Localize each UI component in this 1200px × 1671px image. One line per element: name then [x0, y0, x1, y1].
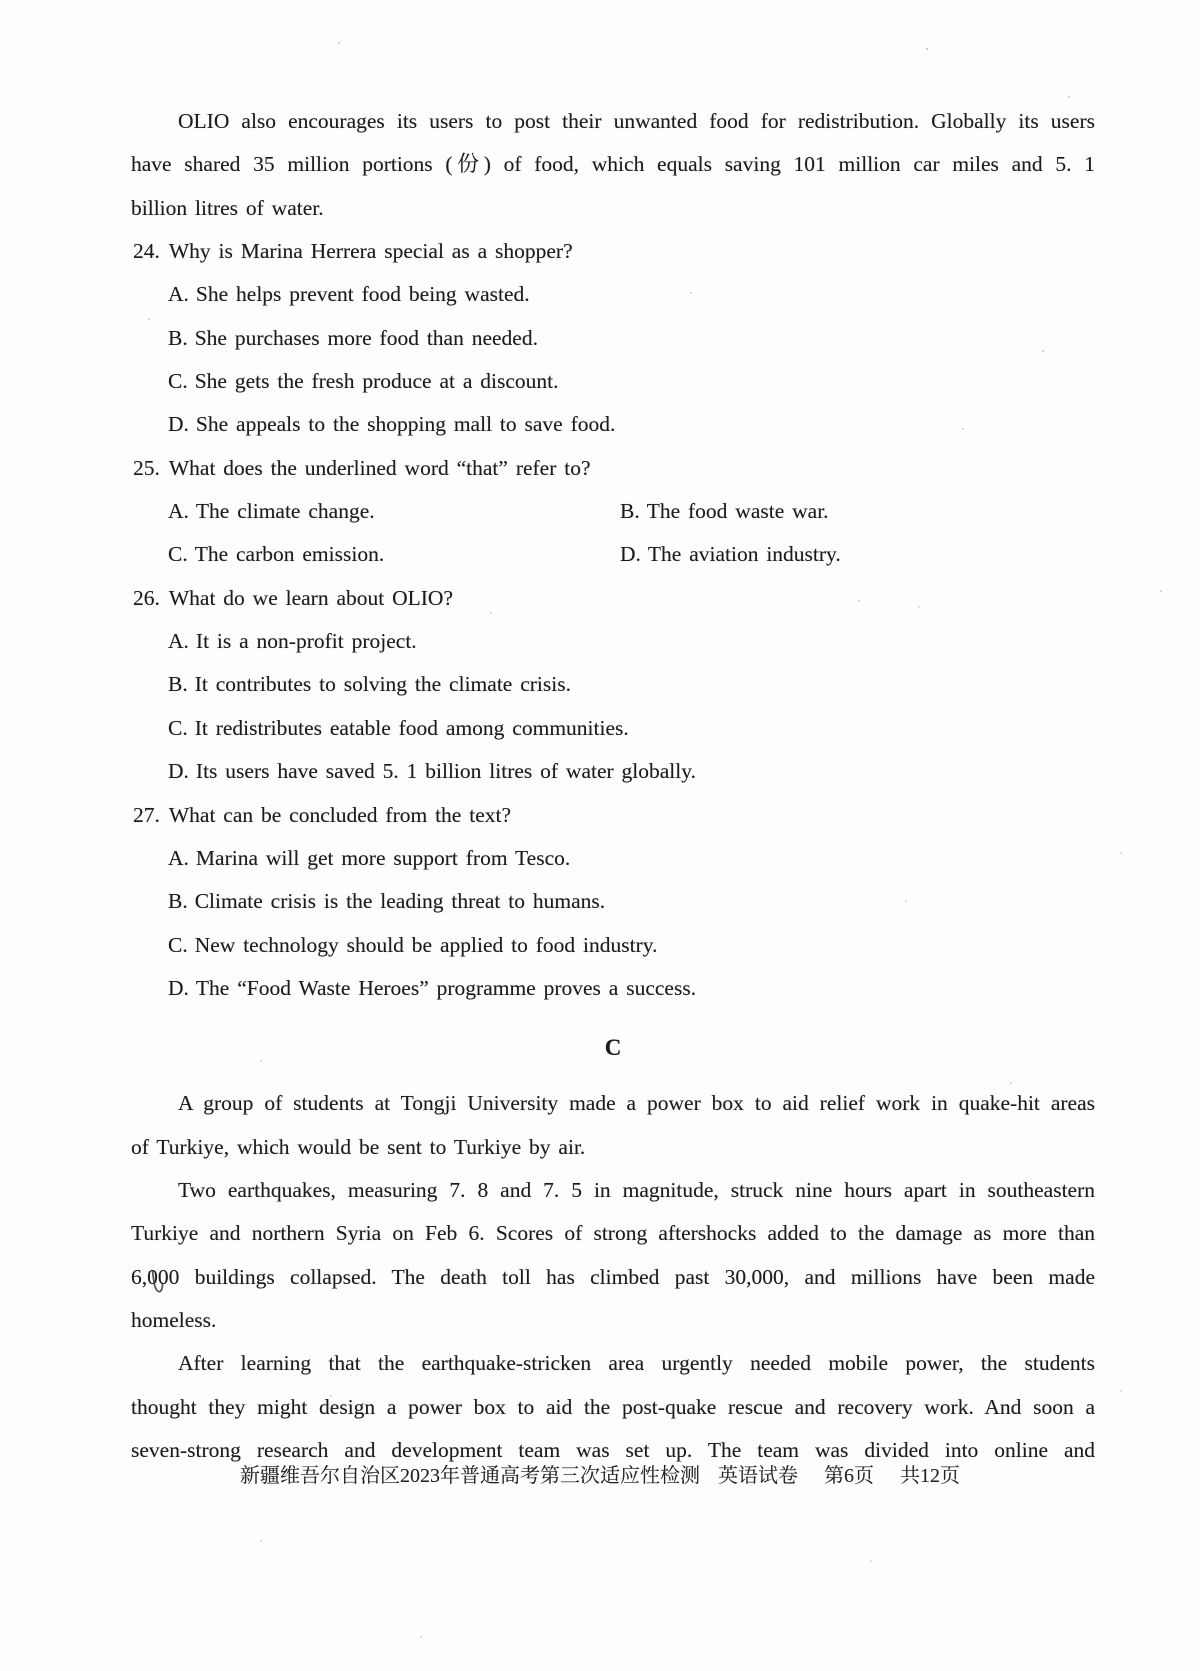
- question-27-stem: [131, 794, 1095, 837]
- option-text: Its users have saved 5. 1 billion litres of water globally.: [195, 759, 696, 784]
- option-text: The climate change.: [195, 499, 375, 524]
- question-25-number: 25.: [133, 455, 160, 480]
- section-c-para2-line3: 6,000 buildings collapsed. The death toll has climbed past 30,000, and millions have been made: [131, 1264, 1095, 1289]
- question-26-number: 26.: [133, 585, 160, 610]
- question-25-text: What does the underlined word “that” refer to?: [168, 455, 591, 480]
- option-label: A.: [168, 499, 189, 524]
- passage-b-line-1: OLIO also encourages its users to post their unwanted food for redistribution. Globally its users: [178, 109, 1095, 133]
- pen-mark: [144, 1269, 172, 1306]
- option-label: D.: [168, 412, 189, 437]
- question-25-option-d: [620, 533, 1095, 576]
- option-label: B.: [168, 889, 188, 914]
- option-label: D.: [620, 542, 641, 567]
- option-text: The carbon emission.: [194, 542, 385, 567]
- page-content: [131, 100, 1095, 1472]
- option-text: New technology should be applied to food industry.: [194, 932, 658, 957]
- question-25-option-c: [168, 533, 620, 576]
- option-text: It contributes to solving the climate crisis.: [194, 672, 571, 697]
- section-c-heading: C: [604, 1035, 622, 1061]
- section-c-para2-line1: Two earthquakes, measuring 7. 8 and 7. 5 in magnitude, struck nine hours apart in southeastern: [178, 1177, 1095, 1202]
- question-26-option-c: [131, 707, 1095, 750]
- question-27-option-d: [131, 967, 1095, 1010]
- option-text: She appeals to the shopping mall to save food.: [195, 412, 616, 437]
- section-c-para1-line2: of Turkiye, which would be sent to Turkiye by air.: [131, 1134, 586, 1159]
- footer-exam-title: 新疆维吾尔自治区2023年普通高考第三次适应性检测: [240, 1465, 700, 1487]
- footer-total-pages: 共12页: [900, 1465, 960, 1487]
- option-text: She helps prevent food being wasted.: [195, 282, 530, 307]
- question-27-option-b: [131, 880, 1095, 923]
- section-c-para3-line1: After learning that the earthquake-stricken area urgently needed mobile power, the students: [178, 1351, 1095, 1376]
- question-24-option-c: [131, 360, 1095, 403]
- option-label: A.: [168, 845, 189, 870]
- option-label: D.: [168, 975, 189, 1000]
- question-27-option-a: [131, 837, 1095, 880]
- section-c-para1-line1: A group of students at Tongji University made a power box to aid relief work in quake-hit areas: [178, 1091, 1095, 1116]
- section-c-para2-line4: homeless.: [131, 1307, 217, 1332]
- option-text: Climate crisis is the leading threat to humans.: [194, 889, 606, 914]
- question-26-text: What do we learn about OLIO?: [168, 585, 454, 610]
- question-24-number: 24.: [133, 239, 160, 264]
- option-text: The aviation industry.: [647, 542, 841, 567]
- option-label: C.: [168, 932, 188, 957]
- option-label: A.: [168, 629, 189, 654]
- question-27-text: What can be concluded from the text?: [168, 802, 512, 827]
- question-27-number: 27.: [133, 802, 160, 827]
- section-c-para2-line2: Turkiye and northern Syria on Feb 6. Scores of strong aftershocks added to the damage as more than: [131, 1221, 1095, 1246]
- option-label: C.: [168, 369, 188, 394]
- question-26-option-a: [131, 620, 1095, 663]
- option-text: She gets the fresh produce at a discount.: [194, 369, 559, 394]
- option-label: B.: [168, 672, 188, 697]
- option-label: B.: [620, 499, 640, 524]
- question-24-option-b: [131, 317, 1095, 360]
- option-text: The “Food Waste Heroes” programme proves a success.: [195, 975, 697, 1000]
- section-c-para3-line2: thought they might design a power box to aid the post-quake rescue and recovery work. And soon a: [131, 1394, 1095, 1419]
- option-text: It is a non-profit project.: [195, 629, 417, 654]
- pen-mark-icon: [145, 1269, 172, 1301]
- question-24-option-d: [131, 403, 1095, 446]
- option-label: C.: [168, 542, 188, 567]
- option-text: It redistributes eatable food among communities.: [194, 715, 629, 740]
- option-label: A.: [168, 282, 189, 307]
- question-24-text: Why is Marina Herrera special as a shopper?: [168, 239, 573, 264]
- option-text: She purchases more food than needed.: [194, 325, 538, 350]
- option-label: C.: [168, 715, 188, 740]
- passage-b-line-2: have shared 35 million portions (份) of food, which equals saving 101 million car miles and 5. 1: [131, 152, 1095, 177]
- page-footer: [0, 1462, 1200, 1490]
- question-25-option-a: [168, 490, 620, 533]
- question-26-stem: [131, 577, 1095, 620]
- option-label: D.: [168, 759, 189, 784]
- question-24-option-a: [131, 273, 1095, 316]
- option-text: The food waste war.: [646, 499, 829, 524]
- section-c-para3-line3: seven-strong research and development team was set up. The team was divided into online and: [131, 1437, 1095, 1462]
- question-24-stem: [131, 230, 1095, 273]
- footer-page-number: 第6页: [824, 1465, 874, 1487]
- question-26-option-b: [131, 663, 1095, 706]
- question-27-option-c: [131, 924, 1095, 967]
- option-label: B.: [168, 325, 188, 350]
- question-25-options: [131, 490, 1095, 577]
- question-25-stem: [131, 447, 1095, 490]
- footer-subject: 英语试卷: [718, 1465, 798, 1487]
- question-26-option-d: [131, 750, 1095, 793]
- passage-b-line-3: billion litres of water.: [131, 195, 324, 220]
- question-25-option-b: [620, 490, 1095, 533]
- option-text: Marina will get more support from Tesco.: [195, 845, 571, 870]
- scan-noise: [0, 0, 2, 2]
